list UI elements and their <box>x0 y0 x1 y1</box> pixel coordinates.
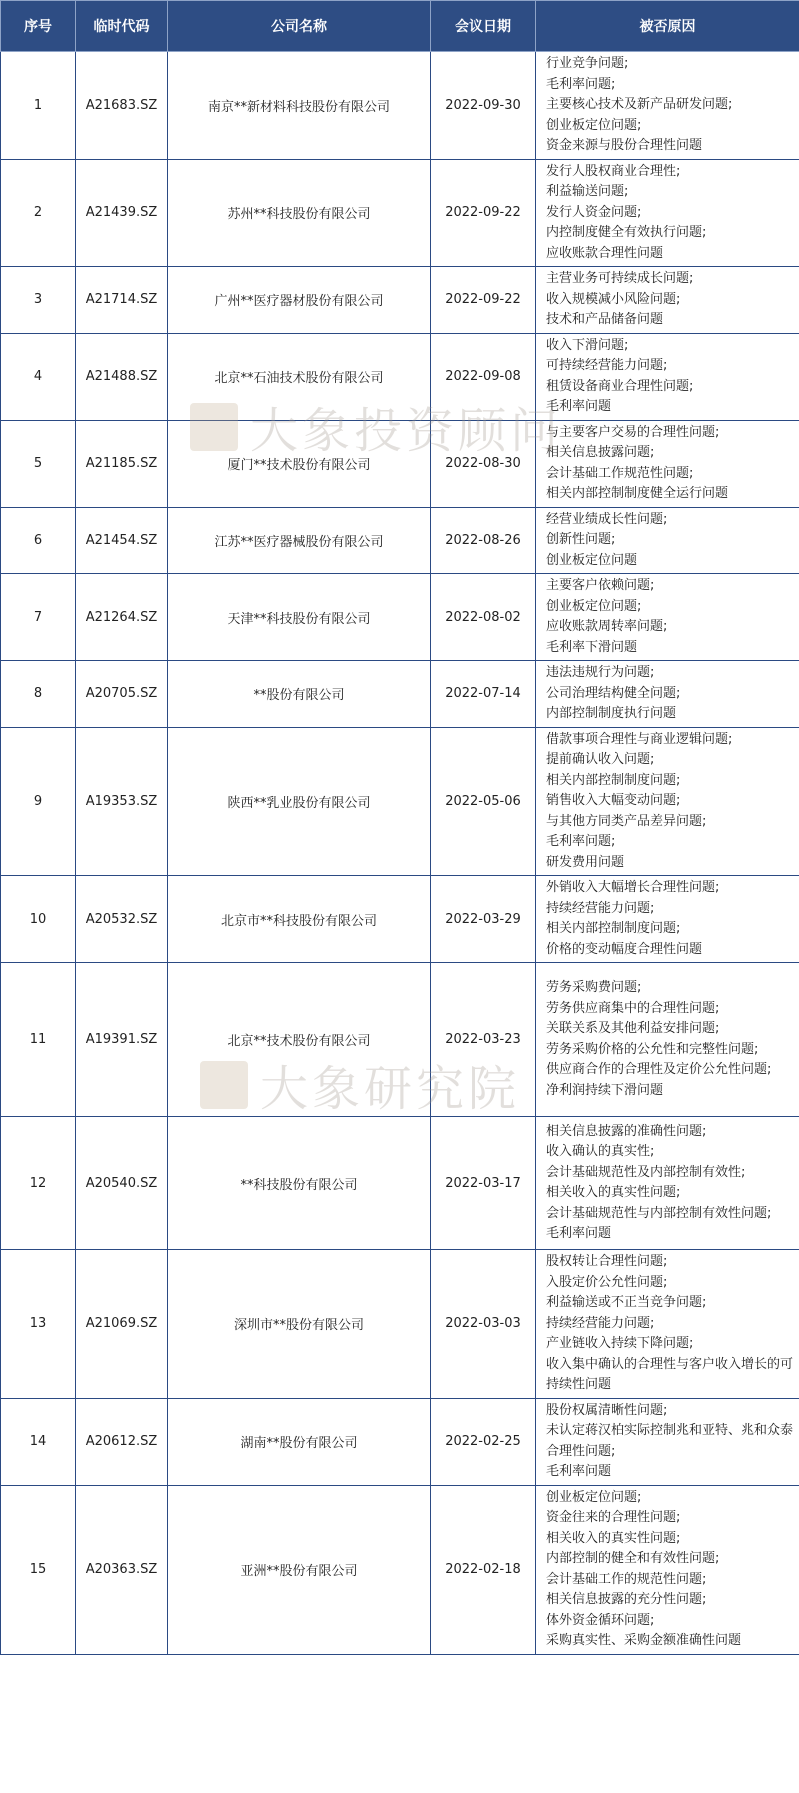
reason-line: 发行人股权商业合理性; <box>546 163 681 179</box>
reason-line: 相关收入的真实性问题; <box>546 1530 681 1546</box>
reason-line: 体外资金循环问题; <box>546 1612 655 1628</box>
table-row <box>1 963 799 1117</box>
reason-line: 内部控制的健全和有效性问题; <box>546 1551 720 1566</box>
company-name: 江苏**医疗器械股份有限公司 <box>168 507 431 574</box>
header-date: 会议日期 <box>431 1 536 52</box>
reason-line: 净利润持续下滑问题 <box>546 1082 664 1098</box>
temp-code: A20612.SZ <box>76 1398 168 1485</box>
company-name: 深圳市**股份有限公司 <box>168 1250 431 1399</box>
reason-line: 采购真实性、采购金额准确性问题 <box>546 1633 742 1648</box>
reason-line: 收入集中确认的合理性与客户收入增长的可持续性问题 <box>546 1356 794 1392</box>
reason-line: 行业竞争问题; <box>546 56 629 71</box>
reason-line: 资金往来的合理性问题; <box>546 1510 681 1525</box>
row-number: 6 <box>1 507 76 574</box>
temp-code: A20363.SZ <box>76 1485 168 1654</box>
reason-line: 毛利率问题 <box>546 1464 612 1479</box>
reason-line: 相关内部控制制度健全运行问题 <box>546 486 729 501</box>
meeting-date: 2022-03-29 <box>431 876 536 963</box>
reason-line: 内部控制制度执行问题 <box>546 706 677 721</box>
reason-line: 提前确认收入问题; <box>546 752 655 767</box>
header-company: 公司名称 <box>168 1 431 52</box>
row-number: 12 <box>1 1117 76 1250</box>
table-row <box>1 1117 799 1250</box>
table-row <box>1 876 799 963</box>
reason-line: 会计基础工作规范性问题; <box>546 465 694 481</box>
rejection-reasons <box>536 876 799 963</box>
table-row <box>1 1250 799 1399</box>
reason-line: 收入确认的真实性; <box>546 1144 655 1159</box>
reason-line: 利益输送问题; <box>546 184 629 199</box>
temp-code: A21454.SZ <box>76 507 168 574</box>
reason-line: 毛利率问题; <box>546 76 616 92</box>
reason-line: 入股定价公允性问题; <box>546 1274 668 1290</box>
reason-line: 应收账款合理性问题 <box>546 245 664 261</box>
row-number: 11 <box>1 963 76 1117</box>
reason-line: 租赁设备商业合理性问题; <box>546 378 694 394</box>
reason-line: 创业板定位问题; <box>546 117 642 133</box>
reason-line: 与其他方同类产品差异问题; <box>546 813 707 829</box>
meeting-date: 2022-05-06 <box>431 727 536 876</box>
reason-line: 持续经营能力问题; <box>546 1315 655 1331</box>
reason-line: 相关信息披露的准确性问题; <box>546 1123 707 1139</box>
company-name: 天津**科技股份有限公司 <box>168 574 431 661</box>
reason-line: 销售收入大幅变动问题; <box>546 793 681 808</box>
rejection-reasons <box>536 507 799 574</box>
row-number: 5 <box>1 420 76 507</box>
reason-line: 会计基础规范性与内部控制有效性问题; <box>546 1205 772 1221</box>
company-name: 广州**医疗器材股份有限公司 <box>168 267 431 334</box>
meeting-date: 2022-09-22 <box>431 267 536 334</box>
meeting-date: 2022-03-23 <box>431 963 536 1117</box>
reason-line: 劳务采购费问题; <box>546 980 642 995</box>
rejection-reasons <box>536 52 799 160</box>
temp-code: A21264.SZ <box>76 574 168 661</box>
row-number: 14 <box>1 1398 76 1485</box>
reason-line: 价格的变动幅度合理性问题 <box>546 941 703 957</box>
reason-line: 劳务供应商集中的合理性问题; <box>546 1000 720 1016</box>
reason-line: 公司治理结构健全问题; <box>546 685 681 701</box>
meeting-date: 2022-09-08 <box>431 333 536 420</box>
meeting-date: 2022-03-17 <box>431 1117 536 1250</box>
reason-line: 关联关系及其他利益安排问题; <box>546 1021 720 1036</box>
reason-line: 会计基础规范性及内部控制有效性; <box>546 1164 746 1180</box>
row-number: 15 <box>1 1485 76 1654</box>
reason-line: 违法违规行为问题; <box>546 665 655 680</box>
rejection-reasons <box>536 267 799 334</box>
company-name: 北京**石油技术股份有限公司 <box>168 333 431 420</box>
rejection-reasons <box>536 1250 799 1399</box>
header-reason: 被否原因 <box>536 1 799 52</box>
company-name: 亚洲**股份有限公司 <box>168 1485 431 1654</box>
reason-line: 资金来源与股份合理性问题 <box>546 138 703 153</box>
reason-line: 创业板定位问题; <box>546 598 642 614</box>
reason-line: 未认定蒋汉柏实际控制兆和亚特、兆和众泰合理性问题; <box>546 1423 794 1459</box>
rejection-reasons <box>536 1485 799 1654</box>
meeting-date: 2022-07-14 <box>431 661 536 728</box>
table-row <box>1 333 799 420</box>
company-name: 厦门**技术股份有限公司 <box>168 420 431 507</box>
rejection-reasons <box>536 1117 799 1250</box>
meeting-date: 2022-08-26 <box>431 507 536 574</box>
reason-line: 借款事项合理性与商业逻辑问题; <box>546 731 733 747</box>
temp-code: A19353.SZ <box>76 727 168 876</box>
rejection-reasons <box>536 333 799 420</box>
company-name: 南京**新材料科技股份有限公司 <box>168 52 431 160</box>
table-body <box>1 52 799 1655</box>
reason-line: 劳务采购价格的公允性和完整性问题; <box>546 1041 759 1057</box>
temp-code: A20540.SZ <box>76 1117 168 1250</box>
reason-line: 外销收入大幅增长合理性问题; <box>546 880 720 895</box>
table-row <box>1 661 799 728</box>
row-number: 1 <box>1 52 76 160</box>
reason-line: 可持续经营能力问题; <box>546 358 668 373</box>
reason-line: 收入下滑问题; <box>546 337 629 353</box>
reason-line: 相关收入的真实性问题; <box>546 1185 681 1200</box>
temp-code: A19391.SZ <box>76 963 168 1117</box>
temp-code: A20532.SZ <box>76 876 168 963</box>
company-name: 陕西**乳业股份有限公司 <box>168 727 431 876</box>
reason-line: 创新性问题; <box>546 532 616 547</box>
meeting-date: 2022-02-25 <box>431 1398 536 1485</box>
reason-line: 创业板定位问题 <box>546 552 638 568</box>
rejection-reasons <box>536 159 799 267</box>
reason-line: 主要客户依赖问题; <box>546 578 655 593</box>
header-code: 临时代码 <box>76 1 168 52</box>
watermark-text: 大象研究院 <box>260 1061 521 1117</box>
reason-line: 技术和产品储备问题 <box>546 312 664 327</box>
reason-line: 主营业务可持续成长问题; <box>546 271 694 286</box>
table-row <box>1 574 799 661</box>
temp-code: A21488.SZ <box>76 333 168 420</box>
row-number: 2 <box>1 159 76 267</box>
company-name: **股份有限公司 <box>168 661 431 728</box>
meeting-date: 2022-09-30 <box>431 52 536 160</box>
company-name: **科技股份有限公司 <box>168 1117 431 1250</box>
reason-line: 经营业绩成长性问题; <box>546 511 668 527</box>
row-number: 9 <box>1 727 76 876</box>
row-number: 7 <box>1 574 76 661</box>
reason-line: 股份权属清晰性问题; <box>546 1402 668 1418</box>
company-name: 北京市**科技股份有限公司 <box>168 876 431 963</box>
meeting-date: 2022-03-03 <box>431 1250 536 1399</box>
table-row <box>1 1398 799 1485</box>
reason-line: 应收账款周转率问题; <box>546 619 668 634</box>
header-no: 序号 <box>1 1 76 52</box>
table-row <box>1 52 799 160</box>
table-row <box>1 1485 799 1654</box>
reason-line: 毛利率问题; <box>546 834 616 849</box>
reason-line: 研发费用问题 <box>546 854 625 870</box>
table-row <box>1 420 799 507</box>
reason-line: 相关内部控制制度问题; <box>546 772 681 788</box>
meeting-date: 2022-08-02 <box>431 574 536 661</box>
temp-code: A20705.SZ <box>76 661 168 728</box>
rejection-reasons <box>536 574 799 661</box>
reason-line: 相关信息披露问题; <box>546 445 655 460</box>
company-name: 苏州**科技股份有限公司 <box>168 159 431 267</box>
reason-line: 发行人资金问题; <box>546 204 642 220</box>
table-row <box>1 507 799 574</box>
rejection-reasons <box>536 963 799 1117</box>
table-row <box>1 159 799 267</box>
reason-line: 毛利率问题 <box>546 1226 612 1241</box>
row-number: 13 <box>1 1250 76 1399</box>
reason-line: 主要核心技术及新产品研发问题; <box>546 97 733 112</box>
reason-line: 创业板定位问题; <box>546 1489 642 1505</box>
reason-line: 与主要客户交易的合理性问题; <box>546 424 720 440</box>
header-row <box>1 1 799 52</box>
watermark-text: 大象投资顾问 <box>250 403 563 459</box>
temp-code: A21683.SZ <box>76 52 168 160</box>
rejection-reasons <box>536 727 799 876</box>
reason-line: 毛利率问题 <box>546 399 612 414</box>
row-number: 8 <box>1 661 76 728</box>
row-number: 4 <box>1 333 76 420</box>
reason-line: 会计基础工作的规范性问题; <box>546 1571 707 1587</box>
rejection-reasons <box>536 420 799 507</box>
company-name: 湖南**股份有限公司 <box>168 1398 431 1485</box>
meeting-date: 2022-09-22 <box>431 159 536 267</box>
reason-line: 毛利率下滑问题 <box>546 639 638 655</box>
table-row <box>1 727 799 876</box>
company-name: 北京**技术股份有限公司 <box>168 963 431 1117</box>
temp-code: A21185.SZ <box>76 420 168 507</box>
rejection-reasons <box>536 661 799 728</box>
table-row <box>1 267 799 334</box>
temp-code: A21714.SZ <box>76 267 168 334</box>
temp-code: A21069.SZ <box>76 1250 168 1399</box>
reason-line: 利益输送或不正当竞争问题; <box>546 1295 707 1310</box>
reason-line: 产业链收入持续下降问题; <box>546 1336 694 1351</box>
meeting-date: 2022-02-18 <box>431 1485 536 1654</box>
reason-line: 收入规模减小风险问题; <box>546 291 681 307</box>
rejection-reasons <box>536 1398 799 1485</box>
reason-line: 相关内部控制制度问题; <box>546 921 681 936</box>
meeting-date: 2022-08-30 <box>431 420 536 507</box>
row-number: 3 <box>1 267 76 334</box>
reason-line: 内控制度健全有效执行问题; <box>546 225 707 240</box>
reason-line: 股权转让合理性问题; <box>546 1254 668 1269</box>
reason-line: 相关信息披露的充分性问题; <box>546 1592 707 1607</box>
temp-code: A21439.SZ <box>76 159 168 267</box>
row-number: 10 <box>1 876 76 963</box>
reason-line: 持续经营能力问题; <box>546 900 655 916</box>
reason-line: 供应商合作的合理性及定价公允性问题; <box>546 1062 772 1077</box>
